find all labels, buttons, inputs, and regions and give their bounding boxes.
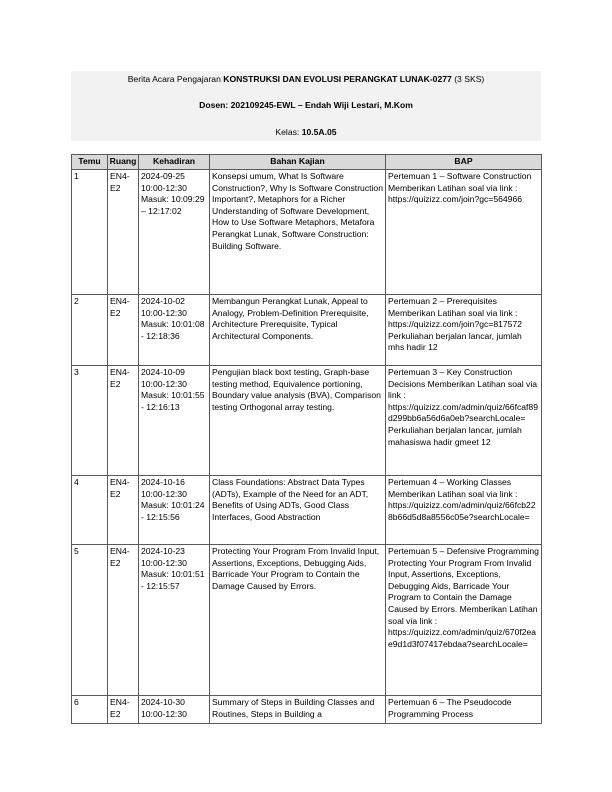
table-row [72, 366, 542, 476]
cell-temu: 2 [72, 295, 108, 366]
cell-kehadiran: 2024-10-16 10:00-12:30 Masuk: 10:01:24 - 12:15:56 [139, 476, 210, 545]
class-line: Kelas: 10.5A.05 [275, 127, 337, 137]
cell-bap: Pertemuan 1 – Software Construction Memberikan Latihan soal via link : https://quizizz.com/join?gc=564966 [386, 170, 542, 295]
cell-bahan-kajian: Membangun Perangkat Lunak, Appeal to Analogy, Problem-Definition Prerequisite, Architecture Prerequisite, Typical Architectural Components. [210, 295, 386, 366]
cell-bahan-kajian: Summary of Steps in Building Classes and Routines, Steps in Building a [210, 696, 386, 724]
cell-ruang: EN4-E2 [108, 545, 139, 696]
cell-ruang: EN4-E2 [108, 170, 139, 295]
cell-temu: 1 [72, 170, 108, 295]
cell-temu: 4 [72, 476, 108, 545]
cell-kehadiran: 2024-09-25 10:00-12:30 Masuk: 10:09:29 – 12:17:02 [139, 170, 210, 295]
lecturer-id: 202109245-EWL [230, 100, 296, 110]
cell-bap: Pertemuan 2 – Prerequisites Memberikan Latihan soal via link : https://quizizz.com/join?gc=817572 Perkuliahan berjalan lancar, jumlah mhs hadir 12 [386, 295, 542, 366]
col-header-bahan-kajian: Bahan Kajian [210, 155, 386, 170]
cell-ruang: EN4-E2 [108, 696, 139, 724]
cell-ruang: EN4-E2 [108, 295, 139, 366]
cell-kehadiran: 2024-10-09 10:00-12:30 Masuk: 10:01:55 - 12:16:13 [139, 366, 210, 476]
cell-ruang: EN4-E2 [108, 366, 139, 476]
cell-kehadiran: 2024-10-23 10:00-12:30 Masuk: 10:01:51 - 12:15:57 [139, 545, 210, 696]
col-header-ruang: Ruang [108, 155, 139, 170]
bap-table [71, 154, 542, 724]
table-row [72, 170, 542, 295]
cell-bahan-kajian: Protecting Your Program From Invalid Input, Assertions, Exceptions, Debugging Aids, Barricade Your Program to Contain the Damage Caused by Errors. [210, 545, 386, 696]
document-header [71, 71, 541, 141]
cell-kehadiran: 2024-10-30 10:00-12:30 [139, 696, 210, 724]
cell-bahan-kajian: Pengujian black boxt testing, Graph-base testing method, Equivalence portioning, Boundary value analysis (BVA), Comparison testing Orthogonal array testing. [210, 366, 386, 476]
cell-temu: 6 [72, 696, 108, 724]
cell-bahan-kajian: Konsepsi umum, What Is Software Construction?, Why Is Software Construction Important?, Metaphors for a Richer Understanding of Software Development, How to Use Software Metaphors, Metafora Perangkat Lunak, Software Construction: Building Software. [210, 170, 386, 295]
cell-temu: 3 [72, 366, 108, 476]
cell-kehadiran: 2024-10-02 10:00-12:30 Masuk: 10:01:08 - 12:18:36 [139, 295, 210, 366]
col-header-bap: BAP [386, 155, 542, 170]
col-header-temu: Temu [72, 155, 108, 170]
lecturer-line: Dosen: 202109245-EWL – Endah Wiji Lestari, M.Kom [199, 100, 413, 110]
cell-bap: Pertemuan 5 – Defensive Programming Protecting Your Program From Invalid Input, Assertions, Exceptions, Debugging Aids, Barricade Your Program to Contain the Damage Caused by Errors. Memberikan Latihan soal via link : https://quizizz.com/admin/quiz/670f2eae9d1d3f07417ebdaa?searchLocale= [386, 545, 542, 696]
course-title: Berita Acara Pengajaran KONSTRUKSI DAN EVOLUSI PERANGKAT LUNAK-0277 (3 SKS) [127, 74, 485, 84]
cell-temu: 5 [72, 545, 108, 696]
table-row [72, 545, 542, 696]
lecturer-name: – Endah Wiji Lestari, M.Kom [295, 100, 413, 110]
cell-bahan-kajian: Class Foundations: Abstract Data Types (ADTs), Example of the Need for an ADT, Benefits of Using ADTs, Good Class Interfaces, Good Abstraction [210, 476, 386, 545]
course-name: KONSTRUKSI DAN EVOLUSI PERANGKAT LUNAK-0277 [223, 74, 452, 84]
table-row [72, 295, 542, 366]
cell-bap: Pertemuan 4 – Working Classes Memberikan Latihan soal via link : https://quizizz.com/admin/quiz/66fcb228b66d5d8a8556c05e?searchLocale= [386, 476, 542, 545]
table-row [72, 476, 542, 545]
cell-bap: Pertemuan 3 – Key Construction Decisions Memberikan Latihan soal via link : https://quizizz.com/admin/quiz/66fcaf89d299bb6a56d6a0eb?searchLocale= Perkuliahan berjalan lancar, jumlah mahasiswa hadir gmeet 12 [386, 366, 542, 476]
table-row [72, 696, 542, 724]
cell-bap: Pertemuan 6 – The Pseudocode Programming Process [386, 696, 542, 724]
cell-ruang: EN4-E2 [108, 476, 139, 545]
table-header-row [72, 155, 542, 170]
col-header-kehadiran: Kehadiran [139, 155, 210, 170]
class-code: 10.5A.05 [301, 127, 337, 137]
